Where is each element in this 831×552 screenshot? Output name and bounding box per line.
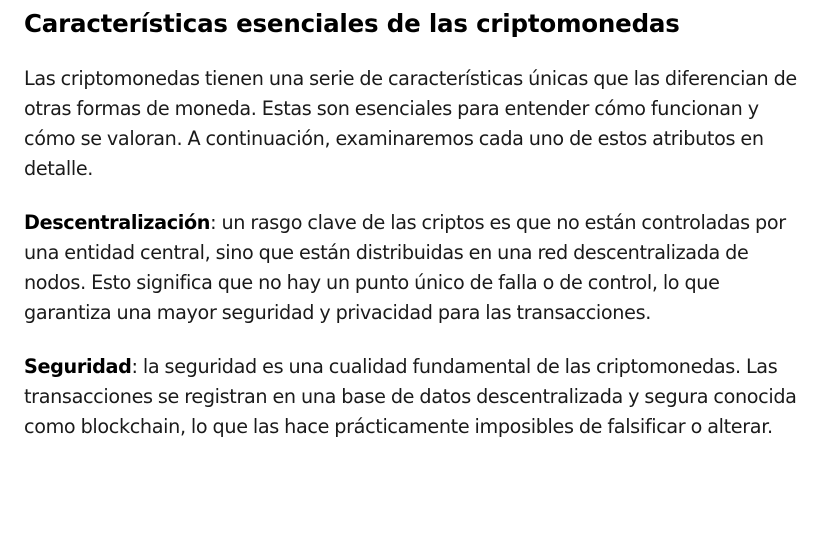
decentralization-term: Descentralización <box>24 211 211 234</box>
page-title: Características esenciales de las criptomonedas <box>24 9 680 38</box>
decentralization-paragraph <box>24 208 807 328</box>
intro-paragraph: Las criptomonedas tienen una serie de características únicas que las diferencian de otras formas de moneda. Estas son esenciales para entender cómo funcionan y cómo se valoran. A continuación, examinaremos cada uno de estos atributos en detalle. <box>24 67 797 180</box>
security-text: : la seguridad es una cualidad fundamental de las criptomonedas. Las transacciones se registran en una base de datos descentralizada y segura conocida como blockchain, lo que las hace prácticamente imposibles de falsificar o alterar. <box>24 355 797 438</box>
security-paragraph <box>24 352 807 442</box>
decentralization-text: : un rasgo clave de las criptos es que no están controladas por una entidad central, sino que están distribuidas en una red descentralizada de nodos. Esto significa que no hay un punto único de falla o de control, lo que garantiza una mayor seguridad y privacidad para las transacciones. <box>24 211 786 324</box>
security-term: Seguridad <box>24 355 132 378</box>
